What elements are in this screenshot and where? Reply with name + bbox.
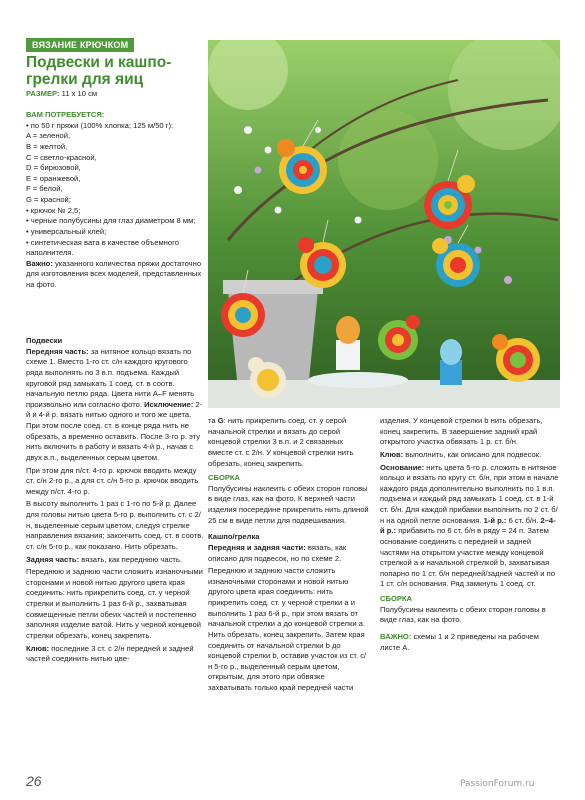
list-item: E = оранжевой, [26, 173, 81, 183]
left-paragraph-2: При этом для п/ст. 4-го р. крючок вводить между ст. с/н 2-го р., а для ст. с/н 5-го р. крючок вводить между п/ст. 4-го р. [26, 465, 199, 496]
list-item: F = белой, [26, 184, 63, 194]
materials-block [26, 106, 204, 293]
pot-heading: Кашпо/грелка [208, 532, 260, 542]
size-line [26, 89, 97, 100]
assembly-paragraph: Полубусины наклеить с обеих сторон головы в виде глаз, как на фото. К верхней части изделия посередине прикрепить нить длиной 25 см в виде петли для подвешивания. [208, 483, 369, 525]
left-instructions [26, 330, 204, 667]
mid-paragraph-3: Переднюю и заднюю части сложить изнаночными сторонами и новой нитью другого цвета края соединить: нить прикрепить соед. ст. у черной стрелки а и выполнить 1 раз 6-й р., при этом вязать от начальной стрелки а до концевой стрелки а. Нить обрезать, конец закрепить. Затем края соединить от начальной стрелки b до концевой стрелки b, оставив участок из ст. с/н 5-го р., выделенный серым цветом, открытым, для этого при обвязке захватывать только край передней части [208, 566, 367, 692]
size-value: 11 х 10 см [61, 89, 98, 98]
list-item: • черные полубусины для глаз диаметром 8 мм; [26, 216, 196, 226]
section-banner: ВЯЗАНИЕ КРЮЧКОМ [26, 38, 134, 52]
list-item: • универсальный клей; [26, 226, 107, 236]
assembly-heading-2: СБОРКА [380, 594, 413, 603]
right-instructions [380, 416, 560, 655]
page-title: Подвески и кашпо-грелки для яиц [26, 54, 172, 88]
list-item: A = зеленой, [26, 131, 71, 141]
page-number: 26 [26, 773, 42, 789]
size-label: РАЗМЕР: [26, 89, 60, 98]
pendants-heading: Подвески [26, 336, 63, 345]
materials-heading: ВАМ ПОТРЕБУЕТСЯ: [26, 110, 105, 119]
important-paragraph: ВАЖНО: схемы 1 и 2 приведены на рабочем листе А. [380, 631, 539, 652]
list-item: • по 50 г пряжи (100% хлопка; 125 м/50 г): [26, 120, 174, 130]
beak-paragraph-2: Клюв: выполнить, как описано для подвесок. [380, 449, 542, 459]
list-item: • синтетическая вата в качестве объемного наполнителя. [26, 237, 179, 258]
assembly-paragraph-2: Полубусины наклеить с обеих сторон головы в виде глаз, как на фото. [380, 604, 546, 625]
list-item: C = светло-красной, [26, 152, 97, 162]
list-item: D = бирюзовой, [26, 163, 81, 173]
mid-instructions [208, 416, 370, 696]
right-paragraph-1: изделия. У концевой стрелки b нить обрезать, конец закрепить. В завершение задний край открытого участка обвязать 1 р. ст. б/н. [380, 416, 543, 447]
photo-illustration [208, 40, 560, 408]
easter-pendants-photo [208, 40, 560, 408]
materials-list [26, 121, 204, 259]
watermark: PassionForum.ru [460, 779, 535, 789]
left-paragraph-4: Переднюю и заднюю части сложить изнаночными сторонами и новой нитью другого цвета края соединить: нить прикрепить соед. ст. у черной стрелки и выполнить 1 раз 6-й р., захватывая совмещенные петли обеих частей и постепенно заполняя изделие ватой. Нить у черной концевой стрелки обрезать, конец закрепить. [26, 567, 203, 640]
front-paragraph: Передняя часть: за нитяное кольцо вязать по схеме 1. Вместо 1-го ст. с/н каждого кругового ряда выполнять по 3 в.п. подъема. Каждый круговой ряд замыкать 1 соед. ст. в соотв. начальную петлю ряда. Цвета нити А–F менять произвольно или согласно фото. Исключение: 2-й и 4-й р. вязать нитью одного и того же цвета. При этом после соед. ст. в конце ряда нить не обрезать, а временно оставить. После 3-го р. эту нить включить в работу и вязать 4-й р., начав с двух в.п., выделенных серым цветом. [26, 346, 203, 462]
base-paragraph: Основание: нить цвета 5-го р. сложить в нитяное кольцо и вязать по кругу ст. б/н, при этом в начале каждого ряда дополнительно выполнить по 1 в.п. подъема и каждый ряд замыкать 1 соед. ст. в 1-й ст. б/н. Для каждой прибавки выполнить по 2 ст. б/н на одной петле основания. 1-й р.: 6 ст. б/н. 2–4-й р.: прибавить по 6 ст. б/н в ряду = 24 п. Затем основание соединить с передней и задней частями на открытом участке между концевой стрелкой а и начальной стрелкой b, захватывая попарно по 1 ст. б/н передней/задней частей и по 1 ст. с/н основания. Ряд замкнуть 1 соед. ст. [380, 462, 559, 589]
beak-paragraph: Клюв: последние 3 ст. с 2/н передней и задней частей соединить нитью цве- [26, 643, 194, 664]
list-item: • крючок № 2,5; [26, 205, 81, 215]
pot-paragraph: Передняя и задняя части: вязать, как описано для подвесок, но по схеме 2. [208, 542, 347, 563]
left-paragraph-3: В высоту выполнить 1 раз с 1-го по 5-й р. Далее для головы нитью цвета 5-го р. выполнить ст. с 2/н, выделенные серым цветом, следуя стрелке направления вязания; закончить соед. ст. в соотв. ст. с/н 5-го р., как показано. Нить обрезать. [26, 499, 204, 551]
materials-important: Важно: указанного количества пряжи достаточно для изготовления всех моделей, представленных на фото. [26, 258, 202, 289]
list-item: B = желтой, [26, 141, 68, 151]
back-paragraph: Задняя часть: вязать, как переднюю часть. [26, 554, 182, 564]
assembly-heading: СБОРКА [208, 473, 241, 483]
chick-5 [221, 293, 265, 337]
list-item: G = красной; [26, 195, 71, 204]
mid-paragraph-1: та G: нить прикрепить соед. ст. у серой начальной стрелки и вязать до серой концевой стрелки 3 в.п. и 2 связанных вместе ст. с 2/н. У концевой стрелки нить обрезать, конец закрепить. [208, 416, 354, 468]
